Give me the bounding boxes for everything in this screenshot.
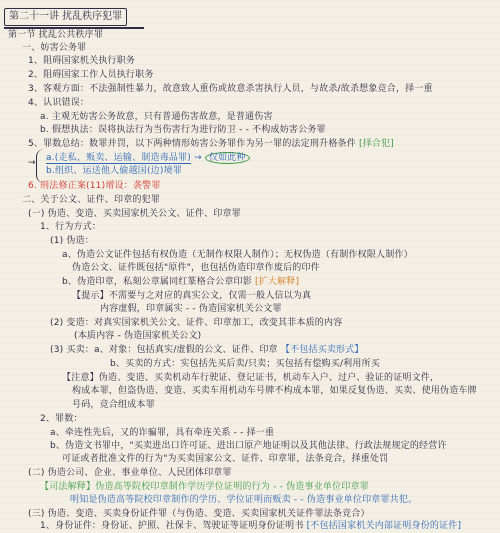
arrow-icon: → (28, 158, 36, 168)
note-line: 2、阻碍国家工作人员执行职务 (28, 70, 154, 80)
highlight-tag: [不包括国家机关内部证明身份的证件] (306, 521, 462, 531)
title-underline (4, 27, 144, 29)
circled-text: 仅如此种 (205, 152, 250, 164)
note-line: (1) 伪造： (50, 236, 95, 246)
page-title: 第二十一讲 扰乱秩序犯罪 (4, 8, 127, 26)
brace-mark (36, 149, 45, 183)
note-line: 1、阻碍国家机关执行职务 (28, 56, 136, 66)
section-heading: 第一节 扰乱公共秩序罪 (8, 30, 104, 40)
underlined-text: a.(走私、贩卖、运输、制造毒品罪) (46, 153, 191, 163)
note-line: b.组织、运送他人偷越国(边)境罪 (46, 166, 182, 176)
note-line (50, 345, 364, 356)
note-line: 【司法解释】伪造高等院校印章制作学历学位证明的行为 - - 伪造事业单位印章罪 (40, 482, 369, 492)
note-line: 内容虚假，印章属实 - - 伪造国家机关公文罪 (100, 304, 282, 314)
note-line: 可证或者批准文件的行为"为买卖国家公文、证件、印章罪，法条竞合，择重处罚 (62, 454, 389, 464)
note-line: 明知是伪造高等院校印章制作的学历、学位证明而贩卖 - - 伪造事业单位印章罪共犯。 (70, 495, 418, 505)
note-line (62, 277, 299, 288)
note-line: 3、客观方面：不法强制性暴力，故意致人重伤或故意杀害执行人员，与故杀/故杀想象竞合，择一重 (28, 84, 433, 94)
note-line: 4、认识错误： (28, 98, 90, 108)
highlight-tag: [扩大解释] (254, 277, 300, 287)
note-line: b. 假想执法：误将执法行为当伤害行为进行防卫 - - 不构成妨害公务罪 (40, 125, 326, 135)
note-line: 伪造公文、证件既包括"原件"，也包括伪造印章作废后的印件 (72, 263, 320, 273)
note-line: 构成本罪，但盗伪造、变造、买卖车用机动车号牌不构成本罪，如果反复伪造、买卖、使用伪造车牌 (72, 386, 477, 396)
note-line: a、伪造公文证件包括有权伪造（无制作权限人制作）；无权伪造（有制作权限人制作） (62, 250, 413, 260)
note-line: b、伪造文书罪中，"买卖进出口许可证、进出口原产地证明以及其他法律、行政法规规定的经营许 (50, 441, 447, 451)
note-line: 【注意】伪造、变造、买卖机动车行驶证、登记证书，机动车入户、过户、验证的证明文件， (62, 373, 440, 383)
note-line: a. 主观无妨害公务故意，只有普通伤害故意，是普通伤害 (40, 112, 273, 122)
note-line: (本质内容 - 伪造国家机关公文) (74, 331, 202, 341)
note-line: (三) 伪造、变造、买卖身份证件罪（与伪造、变造、买卖国家机关证件罪法条竞合） (28, 509, 370, 519)
note-text: 1、身份证件：身份证、护照、社保卡、驾驶证等证明身份证明书 (40, 521, 304, 531)
note-line: 2、罪数： (40, 414, 83, 424)
highlight-tag: 【不包括买卖形式】 (280, 345, 364, 355)
subheading: 二、关于公文、证件、印章的犯罪 (22, 195, 161, 205)
subheading: 一、妨害公务罪 (22, 43, 87, 53)
note-text: b、伪造印章，私刻公章属同红篆格合公章印影 (62, 277, 252, 287)
note-line: (二) 伪造公司、企业、事业单位、人民团体印章罪 (28, 468, 232, 478)
note-line: 6. 刑法修正案(11)增设：袭警罪 (28, 181, 161, 191)
note-line: 【提示】不需要与之对应的真实公文，仅需一般人信以为真 (72, 291, 312, 301)
arrow-icon: → (194, 153, 205, 163)
note-text: (3) 买卖：a、对象：包括真实/虚假的公文、证件、印章 (50, 345, 278, 355)
note-text: 5、罪数总结：数罪并罚，以下两种情形妨害公务罪作为另一罪的法定刑升格条件 (28, 139, 356, 149)
note-line (46, 153, 250, 164)
note-line: (2) 变造：对真实国家机关公文、证件、印章加工，改变其非本质的内容 (50, 318, 343, 328)
note-line: b、买卖的方式：实包括先买后卖/只卖；买包括有偿购买/利用所买 (110, 359, 380, 369)
note-line: (一) 伪造、变造、买卖国家机关公文、证件、印章罪 (28, 209, 241, 219)
highlight-tag: [择合犯] (359, 139, 395, 149)
note-line (40, 521, 461, 532)
note-line: 1、行为方式： (40, 222, 102, 232)
note-line: 号码，竞合组成本罪 (72, 400, 155, 410)
note-line: a、牵连性先后，又的诈骗罪，具有牵连关系 - - 择一重 (50, 428, 275, 438)
note-line (28, 139, 394, 150)
